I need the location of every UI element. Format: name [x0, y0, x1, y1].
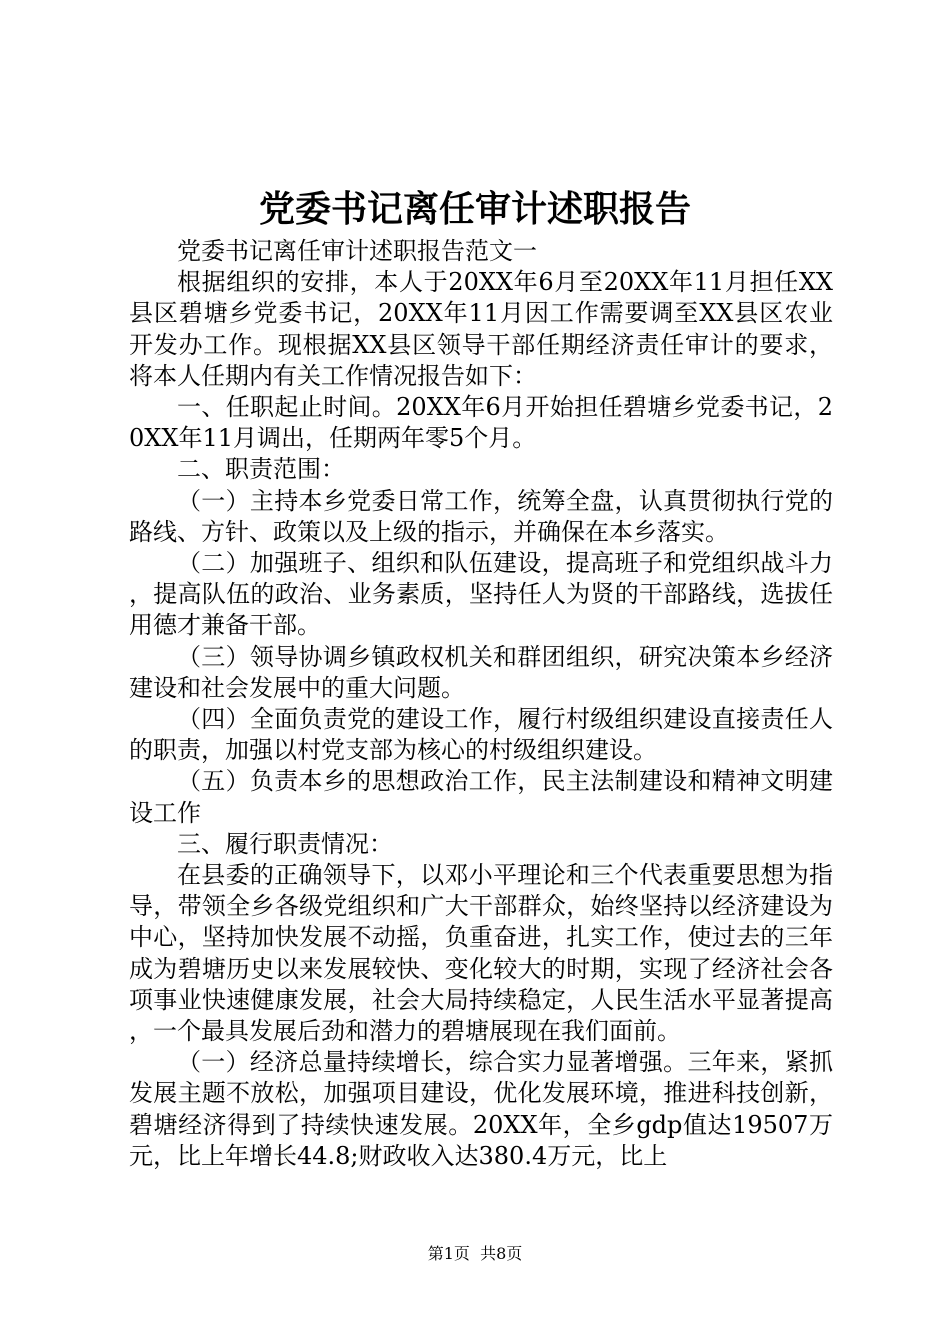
paragraph-intro: 根据组织的安排，本人于20XX年6月至20XX年11月担任XX县区碧塘乡党委书记，20XX年11月因工作需要调至XX县区农业开发办工作。现根据XX县区领导干部任期经济责任审计的要求，将本人任期内有关工作情况报告如下： [129, 268, 833, 390]
paragraph-scope-5: （五）负责本乡的思想政治工作，民主法制建设和精神文明建设工作 [129, 767, 833, 827]
page-number: 第1页 [427, 1244, 470, 1263]
paragraph-duties-heading: 三、履行职责情况： [177, 829, 393, 858]
page-total: 共8页 [480, 1244, 523, 1263]
paragraph-scope-1: （一）主持本乡党委日常工作，统筹全盘，认真贯彻执行党的路线、方针、政策以及上级的指示，并确保在本乡落实。 [129, 486, 833, 546]
paragraph-economy: （一）经济总量持续增长，综合实力显著增强。三年来，紧抓发展主题不放松，加强项目建设，优化发展环境，推进科技创新，碧塘经济得到了持续快速发展。20XX年，全乡gdp值达19507万元，比上年增长44.8;财政收入达380.4万元，比上 [129, 1048, 833, 1170]
paragraph-scope-4: （四）全面负责党的建设工作，履行村级组织建设直接责任人的职责，加强以村党支部为核心的村级组织建设。 [129, 705, 833, 765]
paragraph-duties-summary: 在县委的正确领导下，以邓小平理论和三个代表重要思想为指导，带领全乡各级党组织和广大干部群众，始终坚持以经济建设为中心，坚持加快发展不动摇，负重奋进，扎实工作，使过去的三年成为碧塘历史以来发展较快、变化较大的时期，实现了经济社会各项事业快速健康发展，社会大局持续稳定，人民生活水平显著提高，一个最具发展后劲和潜力的碧塘展现在我们面前。 [129, 861, 833, 1046]
paragraph-term: 一、任职起止时间。20XX年6月开始担任碧塘乡党委书记，20XX年11月调出，任期两年零5个月。 [129, 393, 833, 453]
paragraph-scope-3: （三）领导协调乡镇政权机关和群团组织，研究决策本乡经济建设和社会发展中的重大问题。 [129, 642, 833, 702]
document-title: 党委书记离任审计述职报告 [258, 188, 691, 230]
paragraph-scope-heading: 二、职责范围： [177, 455, 345, 484]
document-body [129, 236, 833, 1172]
page-footer [0, 1243, 950, 1265]
footer-spacer [470, 1244, 480, 1263]
paragraph-scope-2: （二）加强班子、组织和队伍建设，提高班子和党组织战斗力，提高队伍的政治、业务素质，坚持任人为贤的干部路线，选拔任用德才兼备干部。 [129, 549, 833, 640]
paragraph-subtitle: 党委书记离任审计述职报告范文一 [177, 237, 537, 265]
